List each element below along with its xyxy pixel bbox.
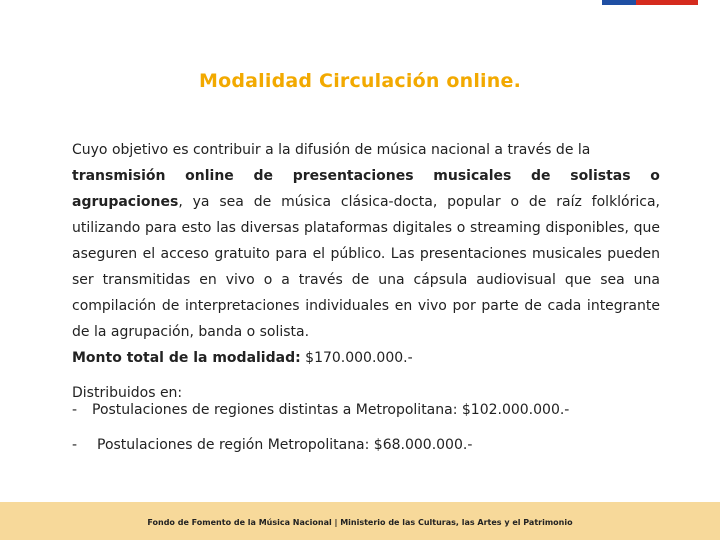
- slide-title: Modalidad Circulación online.: [199, 70, 521, 92]
- paragraph-line-1: Cuyo objetivo es contribuir a la difusión de música nacional a través de la: [72, 142, 591, 158]
- footer-text: Fondo de Fomento de la Música Nacional | Ministerio de las Culturas, las Artes y el Patrimonio: [147, 518, 573, 527]
- distribution-item: [72, 402, 660, 419]
- monto-line: [72, 347, 660, 369]
- word: musicales: [433, 168, 512, 184]
- distribution-item-text: Postulaciones de región Metropolitana: $68.000.000.-: [97, 437, 473, 453]
- description-paragraph: [72, 137, 660, 345]
- monto-value: $170.000.000.-: [305, 350, 413, 366]
- footer-band: [0, 502, 720, 540]
- word: transmisión: [72, 168, 166, 184]
- distribution-item: [72, 437, 660, 454]
- dash: -: [72, 437, 78, 453]
- word: o: [650, 168, 660, 184]
- flag-blue-stripe: [602, 0, 636, 5]
- body-content: [72, 137, 660, 454]
- flag-red-stripe: [636, 0, 698, 5]
- word: solistas: [570, 168, 631, 184]
- distribution-item-text: Postulaciones de regiones distintas a Metropolitana: $102.000.000.-: [92, 402, 570, 418]
- paragraph-line-2: [72, 163, 660, 189]
- distribution-heading: Distribuidos en:: [72, 385, 183, 401]
- word: presentaciones: [292, 168, 414, 184]
- bold-word: agrupaciones: [72, 194, 179, 210]
- dash: -: [72, 402, 78, 418]
- word: online: [185, 168, 234, 184]
- word: de: [531, 168, 551, 184]
- paragraph-body: , ya sea de música clásica-docta, popular o de raíz folklórica, utilizando para esto las diversas plataformas digitales o streaming disponibles, que aseguren el acceso gratuito para el público. Las presentaciones musicales pueden ser transmitidas en vivo o a través de una cápsula audiovisual que sea una compilación de interpretaciones individuales en vivo por parte de cada integrante de la agrupación, banda o solista.: [72, 194, 660, 340]
- paragraph-rest: [72, 189, 660, 345]
- flag-stripe: [602, 0, 698, 9]
- monto-label: Monto total de la modalidad:: [72, 350, 301, 366]
- word: de: [253, 168, 274, 184]
